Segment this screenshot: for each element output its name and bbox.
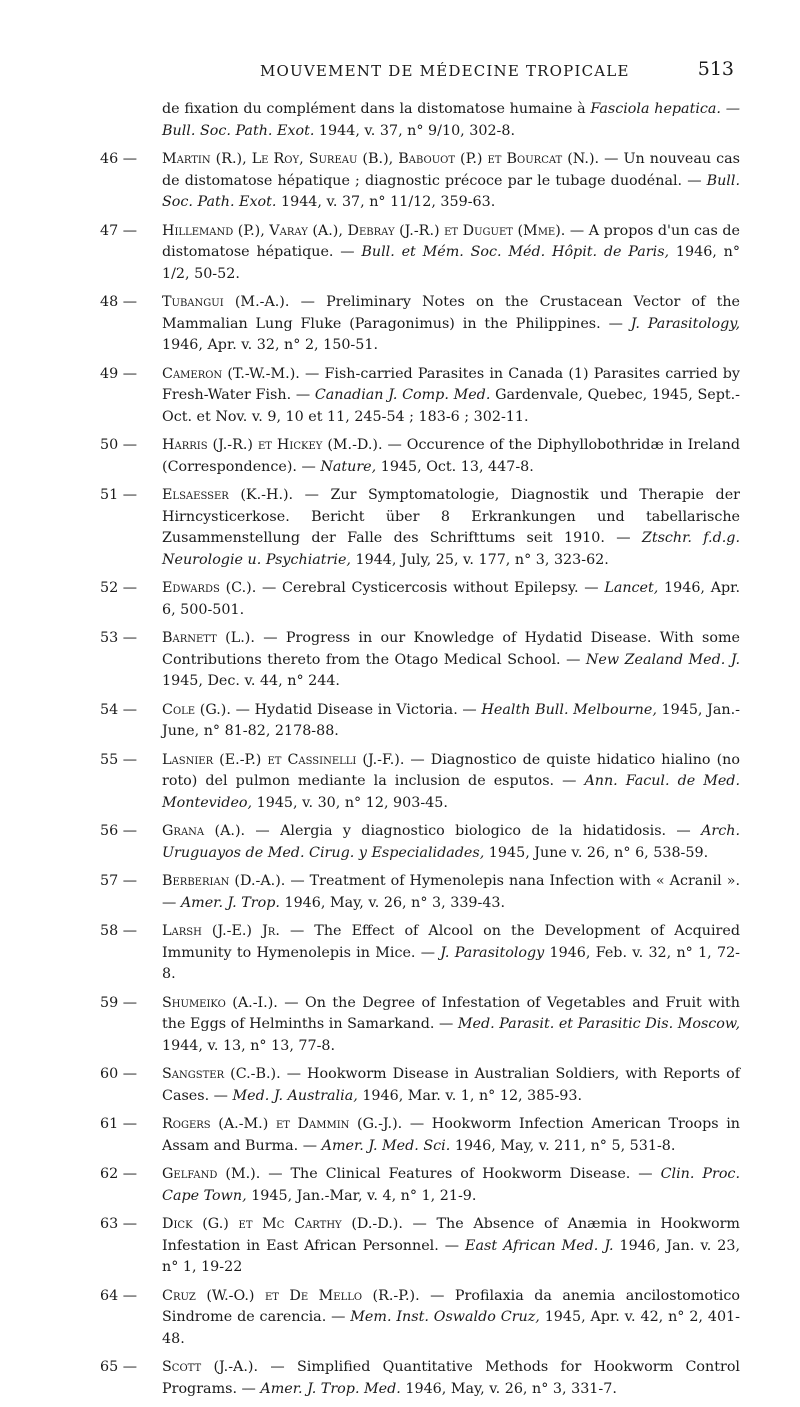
reference-journal: Bull. Soc. Path. Exot.: [162, 172, 740, 210]
reference-text: — Treatment of Hymenolepis nana Infection with « Acranil ». —: [162, 873, 740, 911]
reference-authors: Cole (G.).: [162, 701, 231, 718]
running-header: [100, 58, 740, 88]
reference-number: 47 —: [100, 222, 138, 239]
reference-authors: Shumeiko (A.-I.).: [162, 994, 278, 1011]
reference-text: — Profilaxia da anemia ancilostomotico Sindrome de carencia. —: [162, 1287, 740, 1325]
reference-number: 61 —: [100, 1116, 138, 1132]
reference-journal: Bull. et Mém. Soc. Méd. Hôpit. de Paris,: [361, 244, 670, 260]
reference-entry: [100, 1357, 740, 1400]
reference-journal: Ztschr. f.d.g. Neurologie u. Psychiatrie,: [162, 530, 740, 568]
reference-entry: [100, 99, 740, 142]
reference-journal: Nature,: [320, 458, 377, 475]
reference-entry: [100, 993, 740, 1058]
reference-authors: Grana (A.).: [162, 823, 246, 839]
reference-details: 1946, May, v. 211, n° 5, 531-8.: [450, 1137, 676, 1154]
reference-details: Gardenvale, Quebec, 1945, Sept.-Oct. et Nov. v. 9, 10 et 11, 245-54 ; 183-6 ; 302-11.: [162, 387, 741, 425]
reference-number: 57 —: [100, 873, 138, 889]
reference-text: — Preliminary Notes on the Crustacean Vector of the Mammalian Lung Fluke (Paragonimus) in the Philippines. —: [162, 294, 741, 332]
reference-entry: [100, 1114, 740, 1157]
reference-number: 58 —: [100, 923, 138, 939]
reference-journal: Amer. J. Med. Sci.: [321, 1137, 451, 1154]
reference-entry: [100, 1064, 740, 1107]
reference-text: — Hookworm Disease in Australian Soldiers, with Reports of Cases. —: [162, 1066, 740, 1104]
reference-number: 63 —: [100, 1216, 138, 1232]
reference-journal: Fasciola hepatica. — Bull. Soc. Path. Exot.: [162, 101, 741, 139]
reference-journal: Lancet,: [604, 580, 659, 596]
reference-journal: East African Med. J.: [465, 1237, 614, 1254]
reference-authors: Dick (G.) et Mc Carthy (D.-D.).: [162, 1216, 403, 1232]
reference-details: 1944, v. 37, n° 9/10, 302-8.: [314, 122, 516, 139]
reference-journal: Mem. Inst. Oswaldo Cruz,: [350, 1309, 540, 1325]
reference-authors: Scott (J.-A.).: [162, 1359, 259, 1375]
reference-text: — The Absence of Anæmia in Hookworm Infestation in East African Personnel. —: [162, 1216, 740, 1254]
reference-authors: Berberian (D.-A.).: [162, 873, 286, 889]
reference-journal: Med. J. Australia,: [232, 1087, 358, 1104]
reference-authors: Barnett (L.).: [162, 630, 255, 646]
reference-journal: Canadian J. Comp. Med.: [314, 387, 491, 403]
reference-authors: Cameron (T.-W.-M.).: [162, 365, 300, 382]
reference-journal: Arch. Uruguayos de Med. Cirug. y Especialidades,: [162, 823, 740, 861]
reference-entry: [100, 292, 740, 357]
reference-details: 1944, July, 25, v. 177, n° 3, 323-62.: [350, 551, 609, 568]
reference-entry: [100, 149, 740, 214]
reference-details: 1945, v. 30, n° 12, 903-45.: [252, 794, 448, 811]
reference-number: 51 —: [100, 487, 138, 503]
reference-text: — Cerebral Cysticercosis without Epilepsy. —: [256, 580, 605, 596]
reference-text: de fixation du complément dans la distomatose humaine à: [162, 101, 591, 117]
reference-journal: Med. Parasit. et Parasitic Dis. Moscow,: [457, 1016, 740, 1032]
reference-authors: Larsh (J.-E.) Jr.: [162, 923, 280, 939]
reference-journal: Ann. Facul. de Med. Montevideo,: [162, 773, 740, 811]
reference-journal: J. Parasitology: [440, 944, 545, 961]
reference-number: 46 —: [100, 151, 138, 167]
reference-authors: Cruz (W.-O.) et De Mello (R.-P.).: [162, 1287, 420, 1304]
reference-number: 53 —: [100, 630, 138, 646]
reference-number: 62 —: [100, 1166, 138, 1182]
reference-text: — Progress in our Knowledge of Hydatid Disease. With some Contributions thereto from the Otago Medical School. —: [162, 630, 740, 668]
reference-entry: [100, 578, 740, 621]
reference-details: 1946, Jan. v. 23, n° 1, 19-22: [162, 1237, 740, 1275]
reference-details: 1946, Apr. v. 32, n° 2, 150-51.: [162, 337, 378, 353]
reference-journal: New Zealand Med. J.: [585, 651, 740, 668]
reference-entry: [100, 364, 740, 429]
reference-entry: [100, 221, 740, 286]
reference-entry: [100, 1214, 740, 1279]
reference-details: 1944, v. 13, n° 13, 77-8.: [162, 1037, 336, 1054]
reference-number: 59 —: [100, 994, 138, 1011]
reference-text: — Hookworm Infection American Troops in Assam and Burma. —: [162, 1116, 740, 1154]
reference-details: 1946, May, v. 26, n° 3, 339-43.: [279, 894, 506, 911]
reference-authors: Elsaesser (K.-H.).: [162, 487, 294, 503]
reference-text: — Fish-carried Parasites in Canada (1) Parasites carried by Fresh-Water Fish. —: [162, 365, 740, 403]
reference-authors: Edwards (C.).: [162, 580, 257, 596]
reference-entry: [100, 628, 740, 693]
reference-authors: Hillemand (P.), Varay (A.), Debray (J.-R.) et Duguet (Mme).: [162, 222, 566, 239]
reference-authors: Sangster (C.-B.).: [162, 1066, 281, 1082]
reference-details: 1944, v. 37, n° 11/12, 359-63.: [276, 194, 496, 210]
reference-number: 64 —: [100, 1287, 138, 1304]
reference-entry: [100, 485, 740, 571]
reference-authors: Tubangui (M.-A.).: [162, 294, 290, 310]
reference-text: — The Clinical Features of Hookworm Disease. —: [260, 1166, 661, 1182]
reference-details: 1945, Jan.-Mar, v. 4, n° 1, 21-9.: [246, 1187, 477, 1204]
reference-details: 1946, May, v. 26, n° 3, 331-7.: [400, 1380, 617, 1397]
reference-details: 1946, Mar. v. 1, n° 12, 385-93.: [357, 1087, 583, 1104]
reference-details: 1945, June v. 26, n° 6, 538-59.: [484, 844, 709, 861]
reference-text: — Alergia y diagnostico biologico de la hidatidosis. —: [245, 823, 702, 839]
reference-number: 56 —: [100, 823, 138, 839]
reference-text: — The Effect of Alcool on the Development of Acquired Immunity to Hymenolepis in Mice. —: [162, 923, 741, 961]
reference-details: 1945, Dec. v. 44, n° 244.: [162, 673, 340, 689]
reference-entry: [100, 1286, 740, 1351]
reference-authors: Rogers (A.-M.) et Dammin (G.-J.).: [162, 1116, 403, 1132]
reference-number: 49 —: [100, 365, 138, 382]
reference-details: 1945, Apr. v. 42, n° 2, 401-48.: [162, 1309, 740, 1347]
reference-text: — On the Degree of Infestation of Vegetables and Fruit with the Eggs of Helminths in Samarkand. —: [162, 994, 740, 1032]
reference-journal: J. Parasitology,: [630, 315, 740, 332]
reference-journal: Health Bull. Melbourne,: [481, 701, 657, 718]
reference-text: — Hydatid Disease in Victoria. —: [230, 701, 482, 718]
reference-entry: [100, 921, 740, 986]
reference-number: 50 —: [100, 437, 138, 453]
reference-number: 54 —: [100, 701, 138, 718]
reference-details: 1946, n° 1/2, 50-52.: [162, 244, 740, 282]
reference-entry: [100, 435, 740, 478]
reference-list: [100, 99, 740, 1407]
reference-number: 48 —: [100, 294, 138, 310]
reference-entry: [100, 700, 740, 743]
reference-entry: [100, 871, 740, 914]
reference-authors: Harris (J.-R.) et Hickey (M.-D.).: [162, 437, 383, 453]
reference-details: 1946, Feb. v. 32, n° 1, 72-8.: [162, 944, 740, 982]
reference-text: — A propos d'un cas de distomatose hépatique. —: [162, 222, 740, 260]
running-title: MOUVEMENT DE MÉDECINE TROPICALE: [260, 62, 630, 80]
reference-entry: [100, 750, 740, 815]
reference-authors: Gelfand (M.).: [162, 1166, 261, 1182]
reference-number: 60 —: [100, 1066, 138, 1082]
reference-entry: [100, 821, 740, 864]
reference-text: — Simplified Quantitative Methods for Hookworm Control Programs. —: [162, 1359, 741, 1397]
reference-text: — Occurence of the Diphyllobothridæ in Ireland (Correspondence). —: [162, 437, 741, 475]
reference-number: 55 —: [100, 751, 138, 768]
reference-authors: Lasnier (E.-P.) et Cassinelli (J.-F.).: [162, 751, 405, 768]
reference-journal: Clin. Proc. Cape Town,: [162, 1166, 740, 1204]
reference-authors: Martin (R.), Le Roy, Sureau (B.), Babouot (P.) et Bourcat (N.).: [162, 151, 600, 167]
reference-text: — Diagnostico de quiste hidatico hialino (no roto) del pulmon mediante la inclusion de esputos. —: [162, 751, 740, 789]
reference-journal: Amer. J. Trop. Med.: [260, 1380, 401, 1397]
reference-journal: Amer. J. Trop.: [180, 894, 280, 911]
reference-number: 65 —: [100, 1359, 138, 1375]
reference-details: 1945, Oct. 13, 447-8.: [376, 458, 534, 475]
reference-text: — Zur Symptomatologie, Diagnostik und Therapie der Hirncysticerkose. Bericht über 8 Erkrankungen und tabellarische Zusammenstellung der Falle des Schrifttums seit 1910. —: [162, 487, 740, 546]
reference-text: — Un nouveau cas de distomatose hépatique ; diagnostic précoce par le tubage duodénal. —: [162, 151, 740, 189]
reference-entry: [100, 1164, 740, 1207]
page-number: 513: [697, 58, 734, 80]
reference-details: 1945, Jan.-June, n° 81-82, 2178-88.: [162, 701, 740, 739]
reference-number: 52 —: [100, 580, 138, 596]
reference-details: 1946, Apr. 6, 500-501.: [162, 580, 740, 618]
